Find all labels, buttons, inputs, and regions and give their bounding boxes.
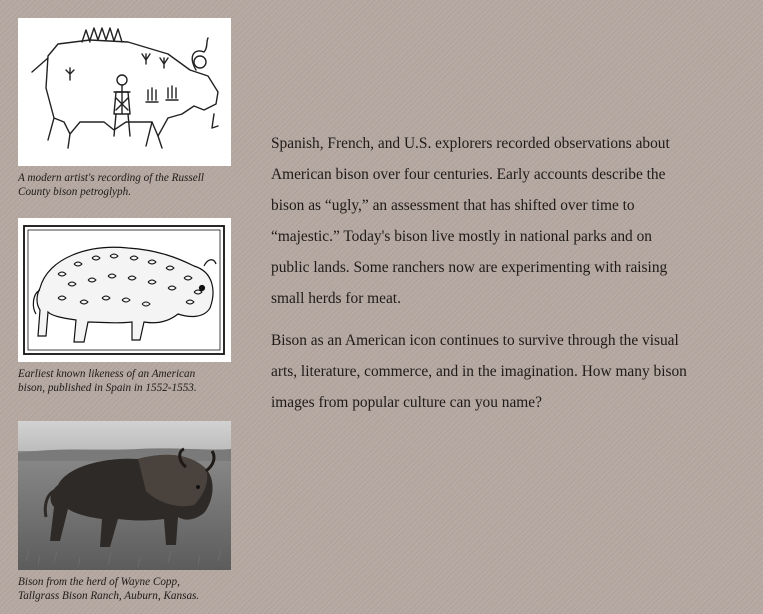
- body-text: [271, 128, 759, 429]
- petroglyph-image: [18, 18, 231, 166]
- bison-photo: [18, 421, 231, 570]
- woodcut-image: [18, 218, 231, 362]
- figure-photo: [18, 421, 231, 603]
- caption-photo: Bison from the herd of Wayne Copp, Tallgrass Bison Ranch, Auburn, Kansas.: [18, 576, 200, 602]
- bison-photo-graphic: [18, 421, 231, 570]
- figure-woodcut: [18, 218, 231, 395]
- petroglyph-drawing: [18, 18, 231, 166]
- caption-petroglyph: A modern artist's recording of the Russell County bison petroglyph.: [18, 172, 204, 198]
- woodcut-drawing: [18, 218, 231, 362]
- paragraph-explorers: Spanish, French, and U.S. explorers recorded observations about American bison over four centuries. Early accounts describe the bison as “ugly,” an assessment that has shifted over time to “majestic.” Today's bison live mostly in national parks and on public lands. Some ranchers now are experimenting with raising small herds for meat.: [271, 135, 670, 307]
- figure-petroglyph: [18, 18, 231, 199]
- caption-woodcut: Earliest known likeness of an American bison, published in Spain in 1552-1553.: [18, 368, 197, 394]
- paragraph-icon: Bison as an American icon continues to survive through the visual arts, literature, commerce, and in the imagination. How many bison images from popular culture can you name?: [271, 332, 687, 411]
